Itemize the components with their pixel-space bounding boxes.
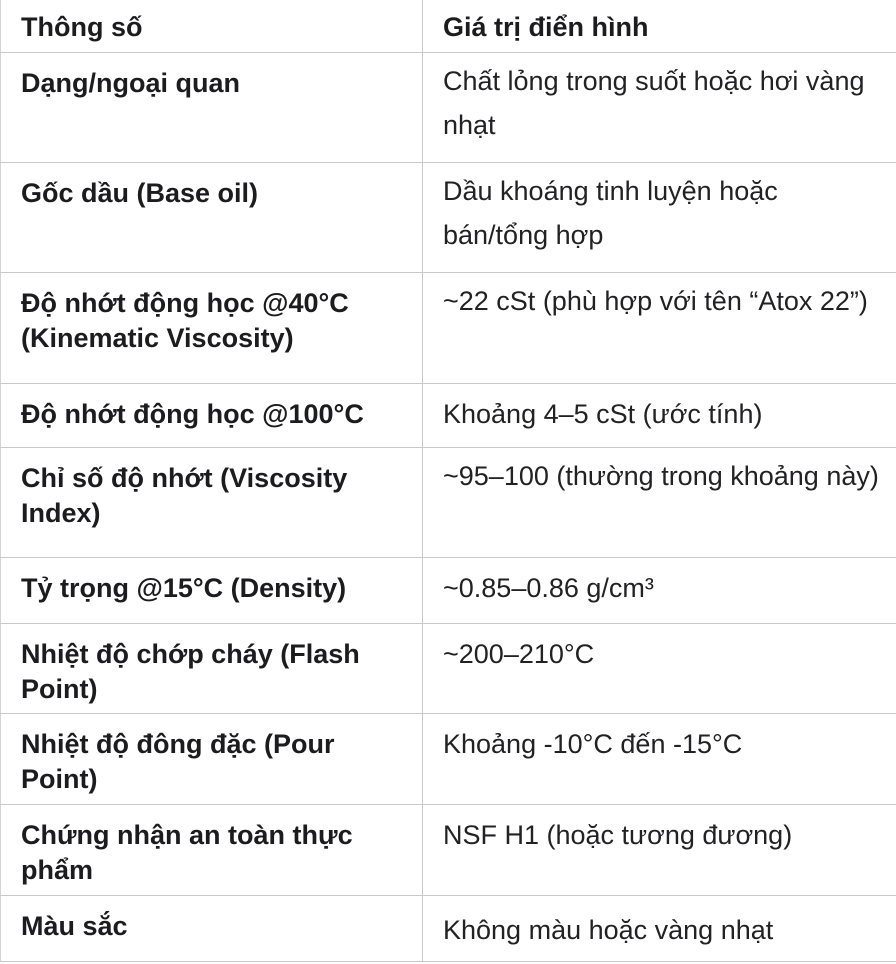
value-cell: Dầu khoáng tinh luyện hoặc bán/tổng hợp: [443, 176, 778, 250]
table-row: [1, 896, 896, 962]
param-cell: Nhiệt độ chớp cháy (Flash Point): [21, 639, 360, 704]
param-cell: Màu sắc: [21, 911, 128, 941]
param-cell: Gốc dầu (Base oil): [21, 178, 259, 208]
value-cell: Chất lỏng trong suốt hoặc hơi vàng nhạt: [443, 66, 865, 140]
param-cell: Nhiệt độ đông đặc (Pour Point): [21, 729, 335, 794]
param-cell: Chỉ số độ nhớt (Viscosity Index): [21, 463, 348, 528]
param-cell: Tỷ trọng @15°C (Density): [21, 573, 347, 603]
table-row: [1, 558, 896, 624]
table-row: [1, 714, 896, 805]
value-cell: ~200–210°C: [443, 639, 595, 669]
table-row: [1, 273, 896, 384]
param-cell: Độ nhớt động học @100°C: [21, 399, 364, 429]
header-param-label: Thông số: [21, 12, 143, 42]
header-param: [1, 0, 423, 53]
param-cell: Độ nhớt động học @40°C (Kinematic Viscosity): [21, 288, 349, 353]
table-row: [1, 448, 896, 558]
value-cell: ~0.85–0.86 g/cm³: [443, 573, 654, 603]
value-cell: Khoảng 4–5 cSt (ước tính): [443, 399, 763, 429]
header-value-label: Giá trị điển hình: [443, 12, 649, 42]
value-cell: NSF H1 (hoặc tương đương): [443, 820, 793, 850]
table-header-row: [1, 0, 896, 53]
table-row: [1, 805, 896, 896]
value-cell: Không màu hoặc vàng nhạt: [443, 915, 774, 945]
table-row: [1, 163, 896, 273]
param-cell: Chứng nhận an toàn thực phẩm: [21, 820, 353, 885]
header-value: [423, 0, 896, 53]
table-row: [1, 624, 896, 714]
table-row: [1, 384, 896, 448]
table-row: [1, 53, 896, 163]
value-cell: Khoảng -10°C đến -15°C: [443, 729, 743, 759]
param-cell: Dạng/ngoại quan: [21, 68, 240, 98]
value-cell: ~95–100 (thường trong khoảng này): [443, 461, 879, 491]
value-cell: ~22 cSt (phù hợp với tên “Atox 22”): [443, 286, 868, 316]
